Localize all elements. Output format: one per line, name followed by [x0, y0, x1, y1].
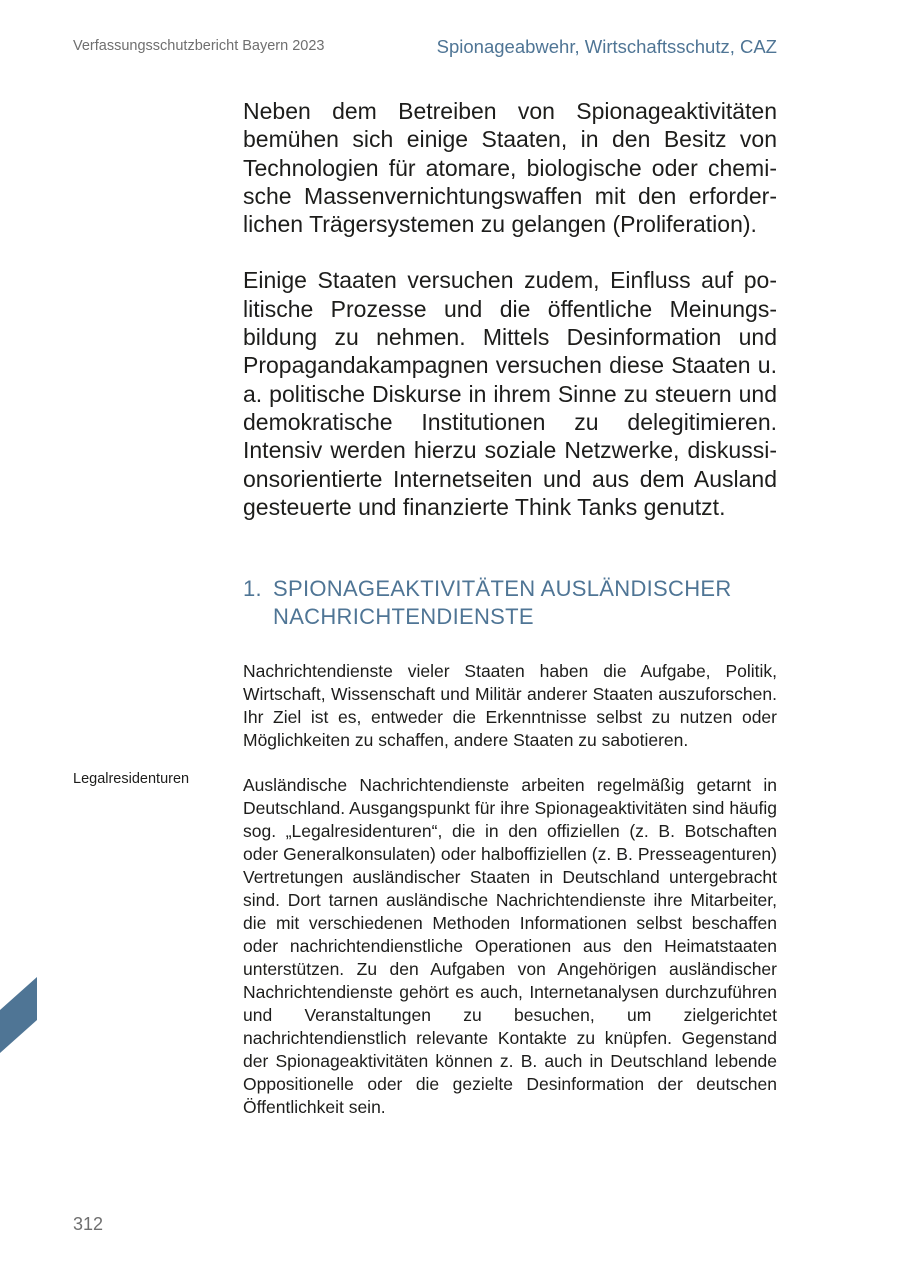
lead-paragraph-proliferation: Neben dem Betreiben von Spionageaktivitäten bemühen sich einige Staaten, in den Besitz von Technologien für atomare, biologische oder chemische Massenvernichtungswaffen mit den erforderlichen Trägersystemen zu gelangen (Proliferation). [243, 98, 777, 238]
legalresidenturen-paragraph: Ausländische Nachrichtendienste arbeiten regelmäßig getarnt in Deutschland. Ausgangspunkt für ihre Spionageaktivitäten sind häufig sog. „Legalresidenturen“, die in den offiziellen (z. B. Botschaften oder Generalkonsulaten) oder halboffiziellen (z. B. Presseagenturen) Vertretungen ausländischer Staaten in Deutschland untergebracht sind. Dort tarnen ausländische Nachrichtendienste ihre Mitarbeiter, die mit verschiedenen Methoden Informationen selbst beschaffen oder nachrichtendienstliche Operationen aus den Heimatstaaten unterstützen. Zu den Aufgaben von Angehörigen ausländischer Nachrichtendienste gehört es auch, Internetanalysen durchzuführen und Veranstaltungen zu besuchen, um zielgerichtet nachrichtendienstlich relevante Kontakte zu knüpfen. Gegenstand der Spionageaktivitäten können z. B. auch in Deutschland lebende Oppositionelle oder die gezielte Desinformation der deutschen Öffentlichkeit sein. [243, 775, 777, 1118]
lead-text [243, 97, 777, 521]
chapter-edge-tab-shape [0, 977, 37, 1053]
section-body [243, 660, 777, 1119]
running-header-chapter-title: Spionageabwehr, Wirtschaftsschutz, CAZ [436, 36, 777, 57]
section-heading [243, 575, 777, 631]
main-column [243, 97, 777, 1119]
section-intro-paragraph: Nachrichtendienste vieler Staaten haben die Aufgabe, Politik, Wirtschaft, Wissenschaft und Militär anderer Staaten auszuforschen. Ihr Ziel ist es, entweder die Erkenntnisse selbst zu nutzen oder Möglichkeiten zu schaffen, andere Staaten zu sabotieren. [243, 661, 777, 751]
lead-paragraph-influence: Einige Staaten versuchen zudem, Einfluss auf politische Prozesse und die öffentliche Meinungsbildung zu nehmen. Mittels Desinformation und Propagandakampagnen versuchen diese Staaten u. a. politische Diskurse in ihrem Sinne zu steuern und demokratische Institutionen zu delegitimieren. Intensiv werden hierzu soziale Netzwerke, diskussionsorientierte Internetseiten und aus dem Ausland gesteuerte und finanzierte Think Tanks genutzt. [243, 267, 777, 520]
section-number: 1. [243, 576, 262, 602]
margin-note-legalresidenturen: Legalresidenturen [73, 771, 190, 787]
page-number: 312 [73, 1214, 104, 1234]
chapter-edge-tab [0, 977, 37, 1053]
running-header-report-title: Verfassungsschutzbericht Bayern 2023 [73, 38, 325, 54]
section-title: SPIONAGEAKTIVITÄTEN AUSLÄNDISCHER NACHRICHTENDIENSTE [273, 576, 732, 630]
